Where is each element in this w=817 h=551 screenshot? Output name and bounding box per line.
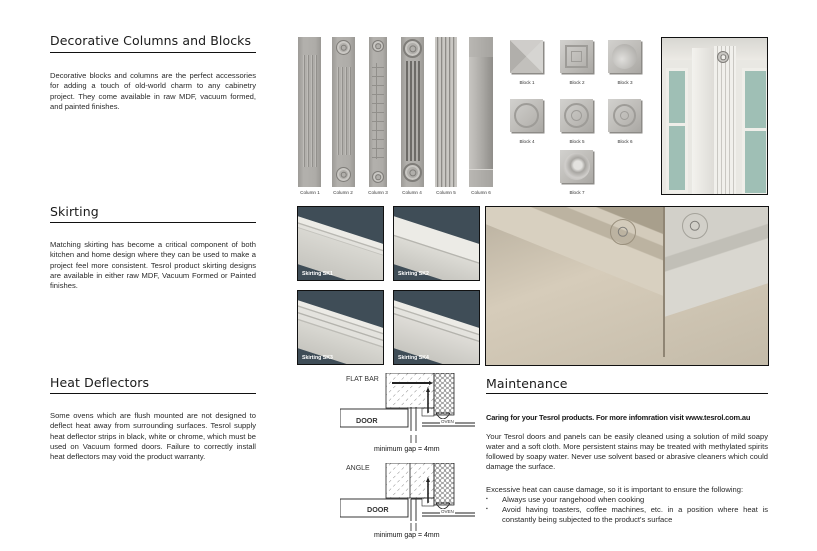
block-1-image: [510, 40, 543, 73]
block-label: Block 2: [569, 80, 585, 85]
column-label: Column 3: [368, 190, 388, 195]
block-6-image: [608, 99, 641, 132]
oven-label: OVEN: [441, 509, 454, 514]
bullet-item: ▪ Avoid having toasters, coffee machines, etc. in a position where heat is constantly being subjected to the product's surface: [486, 505, 768, 525]
cabinet-column-photo: [661, 37, 768, 195]
skirting-label: Skirting SK1: [302, 271, 333, 277]
maintenance-paragraph: Your Tesrol doors and panels can be easily cleaned using a solution of mild soapy water and a soft cloth. More persistent stains may be treated with methylated spirits followed by soapy water. Never use solvent based or abrasive cleaners which could damage the surface.: [486, 432, 768, 471]
section-title-skirting: Skirting: [50, 204, 99, 219]
heat-deflectors-description: Some ovens which are flush mounted are not designed to deflect heat away from surrounding surfaces. Tesrol supply heat deflector strips in black, white or chrome, which must be used on Vacuum formed doors. Failure to correctly install heat deflectors may void the product warranty.: [50, 411, 256, 462]
block-3-image: [608, 40, 641, 73]
column-4-image: [401, 37, 424, 187]
columns-description: Decorative blocks and columns are the perfect accessories for adding a touch of old-world charm to any cabinetry project. They come available in raw MDF, vacuum formed, and painted finishes.: [50, 71, 256, 111]
section-rule: [50, 393, 256, 394]
maintenance-lead: Caring for your Tesrol products. For more infomration visit www.tesrol.com.au: [486, 413, 751, 422]
section-title-maintenance: Maintenance: [486, 376, 568, 391]
block-label: Block 1: [519, 80, 535, 85]
column-label: Column 2: [333, 190, 353, 195]
section-rule: [50, 222, 256, 223]
section-rule: [50, 52, 256, 53]
column-label: Column 1: [300, 190, 320, 195]
block-4-image: [510, 99, 543, 132]
bullet-item: ▪ Always use your rangehood when cooking: [486, 495, 768, 505]
skirting-label: Skirting SK3: [302, 355, 333, 361]
skirting-sk1-tile: [297, 206, 384, 281]
skirting-sk4-tile: [393, 290, 480, 365]
skirting-sk3-tile: [297, 290, 384, 365]
diagram-label: FLAT BAR: [346, 376, 379, 383]
block-label: Block 4: [519, 139, 535, 144]
column-5-image: [435, 37, 457, 187]
block-5-image: [560, 99, 593, 132]
minimum-gap-label: minimum gap = 4mm: [374, 446, 440, 453]
block-label: Block 3: [617, 80, 633, 85]
block-label: Block 7: [569, 190, 585, 195]
column-label: Column 4: [402, 190, 422, 195]
column-3-image: [369, 37, 387, 187]
column-6-image: [469, 37, 493, 187]
block-label: Block 5: [569, 139, 585, 144]
column-label: Column 5: [436, 190, 456, 195]
block-label: Block 6: [617, 139, 633, 144]
diagram-label: ANGLE: [346, 465, 370, 472]
column-1-image: [298, 37, 321, 187]
section-rule: [486, 393, 768, 394]
column-2-image: [332, 37, 355, 187]
flat-bar-drawing: [340, 373, 475, 443]
column-label: Column 6: [471, 190, 491, 195]
skirting-corner-photo: [485, 206, 769, 366]
section-title-columns: Decorative Columns and Blocks: [50, 33, 252, 48]
block-7-image: [560, 150, 593, 183]
maintenance-heat-intro: Excessive heat can cause damage, so it is important to ensure the following:: [486, 485, 744, 494]
skirting-description: Matching skirting has become a critical component of both kitchen and home design where they can be used to make a project feel more consistent. Tesrol product skirting designs are available in either raw MDF, Vacuum Formed or Painted finishes.: [50, 240, 256, 291]
door-label: DOOR: [367, 505, 389, 514]
skirting-label: Skirting SK2: [398, 271, 429, 277]
minimum-gap-label: minimum gap = 4mm: [374, 532, 440, 539]
skirting-label: Skirting SK4: [398, 355, 429, 361]
door-label: DOOR: [356, 416, 378, 425]
angle-drawing: [340, 463, 475, 531]
oven-label: OVEN: [441, 419, 454, 424]
block-2-image: [560, 40, 593, 73]
skirting-sk2-tile: [393, 206, 480, 281]
maintenance-bullets: [486, 495, 768, 524]
section-title-heat-deflectors: Heat Deflectors: [50, 375, 150, 390]
